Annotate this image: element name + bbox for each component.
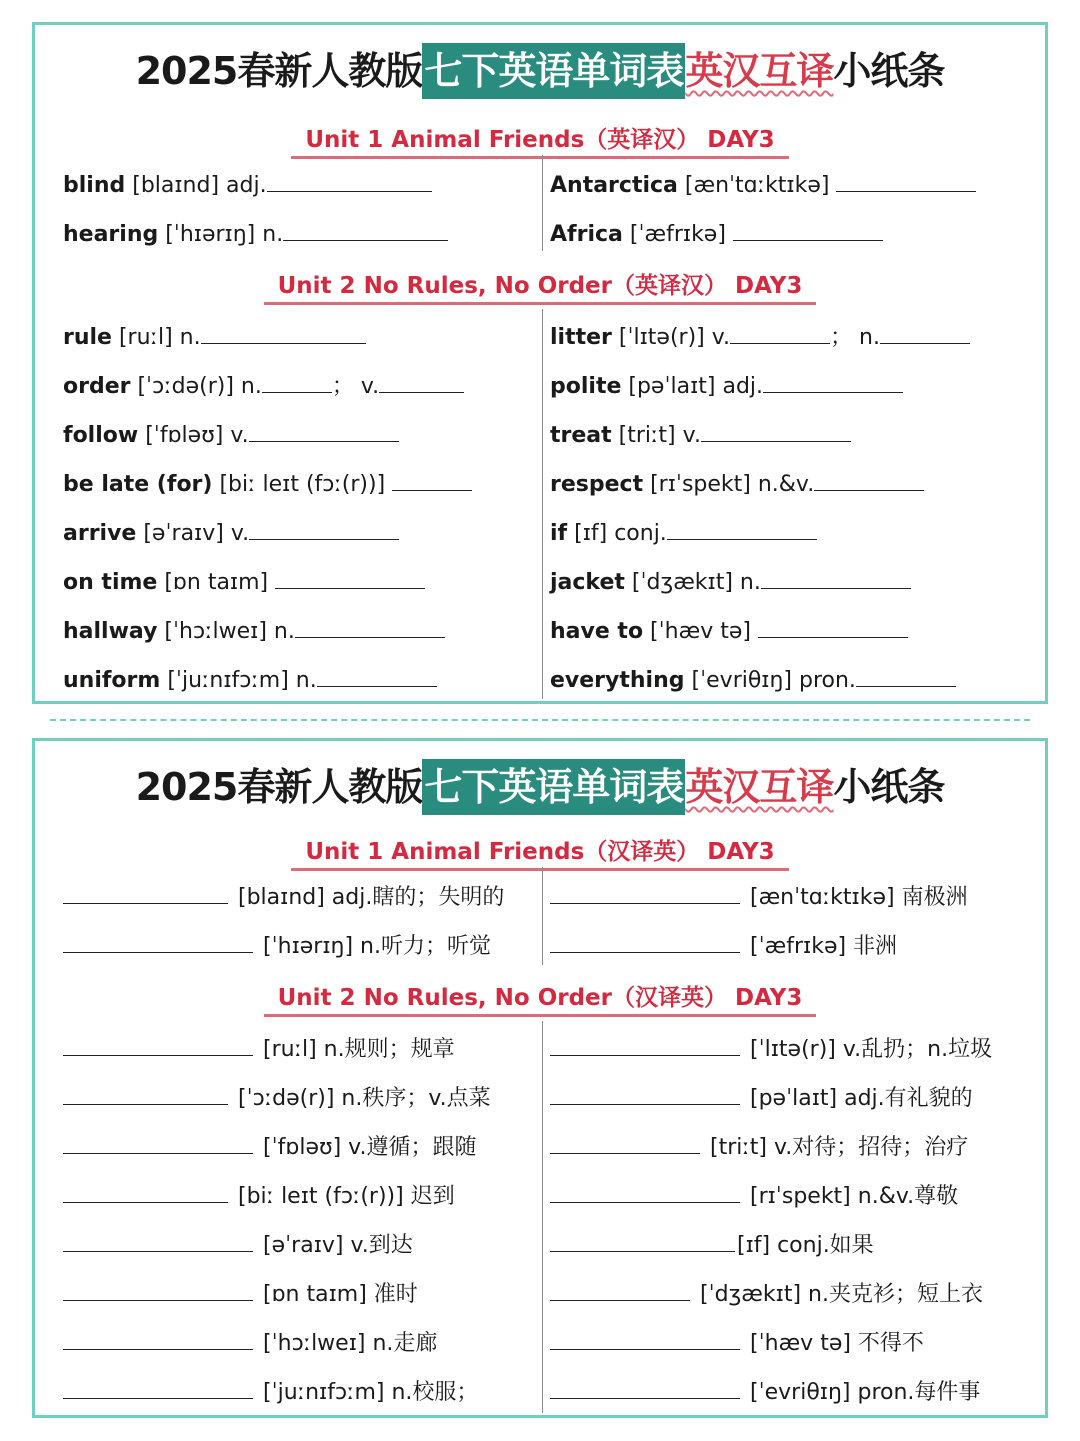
answer-blank[interactable] [550,1325,740,1350]
answer-blank[interactable] [262,368,332,393]
answer-blank[interactable] [758,613,908,638]
cut-line [50,719,1030,721]
vocab-row: [ˈhɪərɪŋ] n.听力；听觉 [63,928,491,964]
vocab-row: [əˈraɪv] v.到达 [63,1227,413,1263]
answer-blank[interactable] [63,1129,253,1154]
answer-blank[interactable] [550,1178,740,1203]
vocab-row: arrive [əˈraɪv] v. [63,515,399,551]
answer-blank[interactable] [63,1325,253,1350]
answer-blank[interactable] [392,466,472,491]
answer-blank[interactable] [763,368,903,393]
vocab-row: uniform [ˈjuːnɪfɔːm] n. [63,662,437,698]
vocab-row: [pəˈlaɪt] adj.有礼貌的 [550,1080,973,1116]
vocab-row: [ˈæfrɪkə] 非洲 [550,928,897,964]
answer-blank[interactable] [63,1374,253,1399]
answer-blank[interactable] [836,167,976,192]
vocab-row: be late (for) [biː leɪt (fɔː(r))] [63,466,472,502]
answer-blank[interactable] [267,167,432,192]
answer-blank[interactable] [201,319,366,344]
vocab-row: order [ˈɔːdə(r)] n. ； v. [63,368,464,404]
title-highlight: 七下英语单词表 [422,759,685,815]
vocab-row: respect [rɪˈspekt] n.&v. [550,466,924,502]
unit2-heading: Unit 2 No Rules, No Order（英译汉） DAY3 [35,267,1045,305]
vocab-row: [ˈjuːnɪfɔːm] n.校服； [63,1374,478,1410]
vocab-row: [ænˈtɑːktɪkə] 南极洲 [550,879,968,915]
vocab-row: [ˈhɔːlweɪ] n.走廊 [63,1325,437,1361]
title-red-part: 英汉互译 [685,49,834,93]
vocab-row: on time [ɒn taɪm] [63,564,425,600]
vocab-row: rule [ruːl] n. [63,319,366,355]
vocab-row: [ɪf] conj.如果 [550,1227,874,1263]
vocab-row: [ˈhæv tə] 不得不 [550,1325,924,1361]
vocab-row: [ˈevriθɪŋ] pron.每件事 [550,1374,980,1410]
english-to-chinese-card [32,22,1048,704]
vocab-row: jacket [ˈdʒækɪt] n. [550,564,911,600]
answer-blank[interactable] [550,1276,690,1301]
vocab-row: [ruːl] n.规则；规章 [63,1031,455,1067]
answer-blank[interactable] [550,928,740,953]
title-red-part: 英汉互译 [685,765,834,809]
card-title: 2025春新人教版七下英语单词表英汉互译小纸条 [35,39,1045,103]
vocab-row: [ˈɔːdə(r)] n.秩序；v.点菜 [63,1080,491,1116]
answer-blank[interactable] [856,662,956,687]
vocab-row: Africa [ˈæfrɪkə] [550,216,883,252]
answer-blank[interactable] [295,613,445,638]
unit1-heading: Unit 1 Animal Friends（英译汉） DAY3 [35,121,1045,159]
vocab-row: litter [ˈlɪtə(r)] v. ； n. [550,319,970,355]
answer-blank[interactable] [733,216,883,241]
answer-blank[interactable] [63,1178,228,1203]
vocab-row: [blaɪnd] adj.瞎的；失明的 [63,879,504,915]
answer-blank[interactable] [550,879,740,904]
answer-blank[interactable] [550,1080,740,1105]
answer-blank[interactable] [317,662,437,687]
title-highlight: 七下英语单词表 [422,43,685,99]
vocab-row: treat [triːt] v. [550,417,851,453]
answer-blank[interactable] [550,1227,735,1252]
answer-blank[interactable] [63,1276,253,1301]
answer-blank[interactable] [550,1031,740,1056]
vocab-row: everything [ˈevriθɪŋ] pron. [550,662,956,698]
answer-blank[interactable] [814,466,924,491]
answer-blank[interactable] [730,319,830,344]
vocab-row: [triːt] v.对待；招待；治疗 [550,1129,968,1165]
vocab-row: [ˈfɒləʊ] v.遵循；跟随 [63,1129,476,1165]
unit2-heading: Unit 2 No Rules, No Order（汉译英） DAY3 [35,979,1045,1017]
vocab-row: follow [ˈfɒləʊ] v. [63,417,399,453]
vocab-row: hearing [ˈhɪərɪŋ] n. [63,216,448,252]
column-divider [542,155,543,251]
vocab-row: if [ɪf] conj. [550,515,817,551]
answer-blank[interactable] [550,1374,740,1399]
answer-blank[interactable] [667,515,817,540]
column-divider [542,309,543,699]
vocab-row: [rɪˈspekt] n.&v.尊敬 [550,1178,958,1214]
vocab-row: [ˈdʒækɪt] n.夹克衫；短上衣 [550,1276,983,1312]
vocab-row: blind [blaɪnd] adj. [63,167,432,203]
column-divider [542,1021,543,1413]
answer-blank[interactable] [701,417,851,442]
vocab-row: have to [ˈhæv tə] [550,613,908,649]
chinese-to-english-card [32,738,1048,1418]
answer-blank[interactable] [880,319,970,344]
vocab-row: polite [pəˈlaɪt] adj. [550,368,903,404]
vocab-row: [biː leɪt (fɔː(r))] 迟到 [63,1178,455,1214]
answer-blank[interactable] [63,1031,253,1056]
card-title: 2025春新人教版七下英语单词表英汉互译小纸条 [35,755,1045,819]
answer-blank[interactable] [761,564,911,589]
answer-blank[interactable] [63,928,253,953]
answer-blank[interactable] [63,879,228,904]
vocab-row: hallway [ˈhɔːlweɪ] n. [63,613,445,649]
vocab-row: Antarctica [ænˈtɑːktɪkə] [550,167,976,203]
answer-blank[interactable] [283,216,448,241]
answer-blank[interactable] [63,1080,228,1105]
answer-blank[interactable] [379,368,464,393]
answer-blank[interactable] [275,564,425,589]
answer-blank[interactable] [249,515,399,540]
answer-blank[interactable] [63,1227,253,1252]
vocab-row: [ˈlɪtə(r)] v.乱扔；n.垃圾 [550,1031,992,1067]
unit1-heading: Unit 1 Animal Friends（汉译英） DAY3 [35,833,1045,871]
vocab-row: [ɒn taɪm] 准时 [63,1276,418,1312]
answer-blank[interactable] [550,1129,700,1154]
answer-blank[interactable] [249,417,399,442]
column-divider [542,867,543,965]
